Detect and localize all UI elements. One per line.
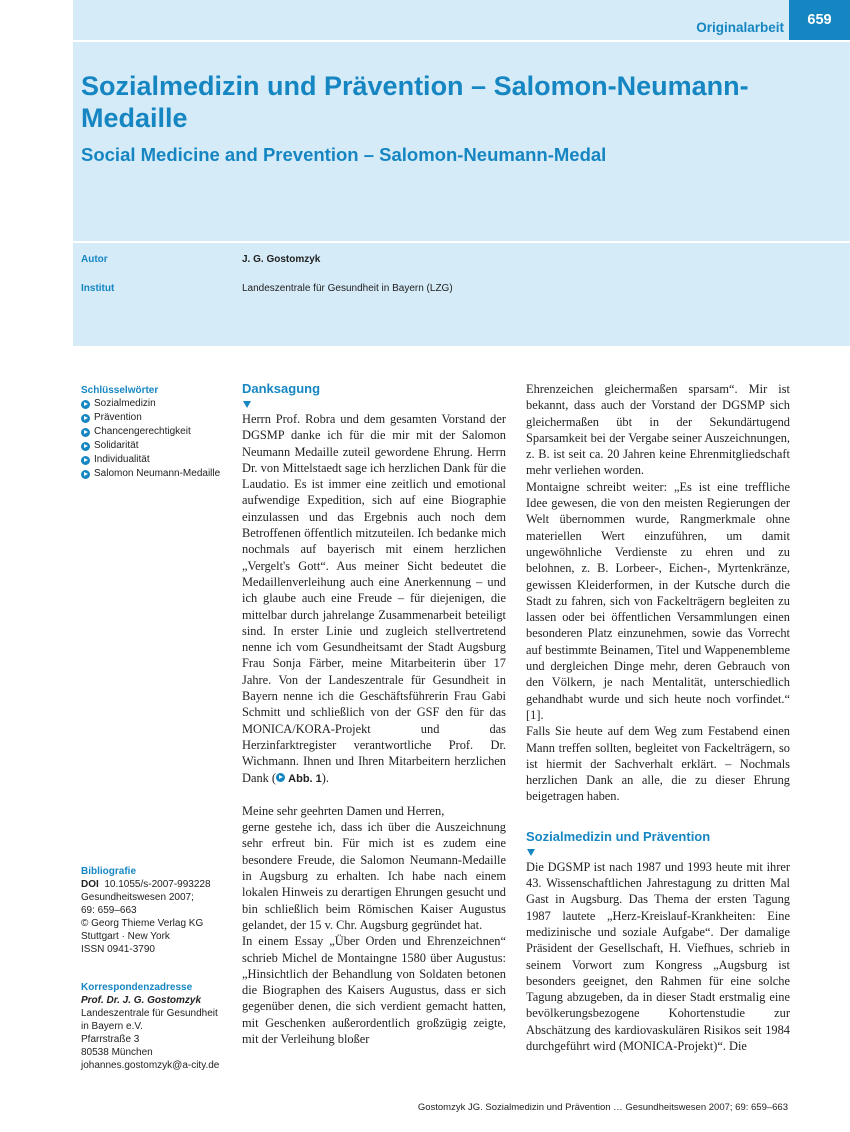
correspondence-org: in Bayern e.V. [81, 1021, 143, 1032]
arrow-bullet-icon [81, 470, 90, 479]
article-type-label: Originalarbeit [696, 20, 784, 35]
paragraph: Die DGSMP ist nach 1987 und 1993 heute mit ihrer 43. Wissenschaftlichen Jahrestagung zu dritten Mal Gast in Augsburg. Das Thema der ersten Tagung 1987 lautete „Herz-Kreislauf-Krankheiten: Eine medizinische und soziale Aufgabe“. Der damalige Präsident der Gesellschaft, H. Viefhues, schrieb in seinem Vorwort zum Kongress „Augsburg ist besonders geeignet, den Rahmen für eine solche Tagung abzugeben, da in dieser Stadt erstmalig eine bevölkerungsbezogene Kohortenstudie zur Abschätzung des kardiovaskulären Risikos seit 1984 durchgeführt wird (MONICA-Projekt)“. Die [526, 859, 790, 1053]
spacer [526, 805, 790, 829]
place-line: Stuttgart · New York [81, 931, 170, 942]
divider [73, 241, 850, 243]
keyword-item: Salomon Neumann-Medaille [81, 467, 231, 481]
keyword-item: Solidarität [81, 439, 231, 453]
keyword-item: Sozialmedizin [81, 397, 231, 411]
arrow-bullet-icon [81, 456, 90, 465]
spacer [242, 787, 506, 803]
doi-link[interactable]: 10.1055/s-2007-993228 [104, 879, 211, 890]
paragraph: Ehrenzeichen gleichermaßen sparsam“. Mir ist bekannt, dass auch der Vorstand der DGSMP sich gleichermaßen übt in der Sekundärtugend Sparsamkeit bei der Vergabe seiner Auszeichnungen, z. B. ist seit ca. 20 Jahren keine Ehrenmitgliedschaft mehr verliehen worden. [526, 382, 790, 478]
author-label: Autor [81, 254, 108, 265]
keyword-list [81, 397, 231, 481]
issn-line: ISSN 0941-3790 [81, 944, 155, 955]
keyword-item: Chancengerechtigkeit [81, 425, 231, 439]
page-footer: Gostomzyk JG. Sozialmedizin und Prävention … Gesundheitswesen 2007; 69: 659–663 [417, 1102, 788, 1113]
pages-line: 69: 659–663 [81, 905, 137, 916]
paragraph: Montaigne schreibt weiter: „Es ist eine treffliche Idee gewesen, die von den meisten Regierungen der Welt übernommen wurde, Rangmerkmale ohne materiellen Wert einzuführen, um damit ungewöhnliche Verdienste zu ehren und zu belohnen, z. B. Lorbeer-, Eichen-, Myrtenkränze, gewissen Kleiderformen, in der Kutsche durch die Stadt zu fahren, sich von Fackelträgern begleiten zu lassen oder bei öffentlichen Versammlungen einen besonderen Platz einzunehmen, sowie das Vorrecht auf bestimmte Beinamen, Titel und Wappenembleme und dergleichen Dinge mehr, deren Gebrauch von den Völkern, je nach Mentalität, unterschiedlich gehandhabt wurde und sich heute noch vorfindet.“ [1]. [526, 479, 790, 722]
body-column-right [526, 381, 790, 1054]
institute-label: Institut [81, 283, 115, 294]
body-column-left [242, 381, 506, 1047]
keyword-item: Individualität [81, 453, 231, 467]
copyright-line: © Georg Thieme Verlag KG [81, 918, 204, 929]
paragraph: In einem Essay „Über Orden und Ehrenzeichnen“ schrieb Michel de Montaingne 1580 über Augustus: „Hinsichtlich der Behandlung von Soldaten betonen die Biographen des Kaisers Augustus, dass er sich gegenüber denen, die sich verdient gemacht hatten, mit Geschenken außerordentlich großzügig zeigte, mit der Verleihung bloßer [242, 934, 506, 1046]
paragraph: gerne gestehe ich, dass ich über die Auszeichnung sehr erfreut bin. Für mich ist es zudem eine besondere Freude, die Salomon Neumann-Medaille in Augsburg zu erhalten. Ich habe nach einem lokalen Hinweis zu derartigen Ehrungen gesucht und bin schließlich beim Römischen Kaiser Augustus gelandet, der 15 v. Chr. Augsburg gegründet hat. [242, 820, 506, 932]
title-english: Social Medicine and Prevention – Salomon-Neumann-Medal [81, 144, 607, 165]
arrow-bullet-icon [81, 414, 90, 423]
bibliography-box [81, 865, 231, 956]
author-name: J. G. Gostomzyk [242, 254, 321, 265]
paragraph: Herrn Prof. Robra und dem gesamten Vorstand der DGSMP danke ich für die mir mit der Salomon Neumann Medaille zuteil gewordene Ehrung. Herrn Dr. von Mittelstaedt sage ich herzlichen Dank für die Laudatio. Es ist immer eine zeitlich und emotional aufwendige Expedition, sich auf eine Biographie einzulassen und das Ergebnis auch noch dem Betroffenen öffentlich mitzuteilen. Ich bedanke mich nochmals auf bayerisch mit einem herzlichen „Vergelt's Gott“. Aus meiner Sicht bedeutet die Medaillenverleihung auch eine Anerkennung – und ich glaube auch eine Freude – für diejenigen, die mittelbar durch jahrelange Zusammenarbeit beteiligt sind. In erster Linie und zugleich stellvertretend nenne ich vom Gesundheitsamt der Stadt Augsburg Frau Sonja Färber, meine Mitarbeiterin über 17 Jahre. Von der Landeszentrale für Gesundheit in Bayern nenne ich die Geschäftsführerin Frau Gabi Schmitt und schließlich von der GSF den für das MONICA/KORA-Projekt und das Herzinfarktregister verantwortliche Prof. Dr. Wichmann. Ihnen und Ihren Mitarbeitern herzlichen Dank ( Abb. 1). [242, 412, 506, 785]
title-german: Sozialmedizin und Prävention – Salomon-Neumann-Medaille [81, 71, 749, 133]
paragraph: Falls Sie heute auf dem Weg zum Festabend einen Mann treffen sollten, begleitet von Fackelträgern, so ist hiermit der Sachverhalt erklärt. – Nochmals herzlichen Dank an alle, die zu dieser Ehrung beigetragen haben. [526, 724, 790, 804]
down-arrow-icon [526, 845, 790, 859]
keywords-heading: Schlüsselwörter [81, 385, 159, 396]
keywords-box [81, 384, 231, 481]
institute-name: Landeszentrale für Gesundheit in Bayern (LZG) [242, 283, 453, 294]
correspondence-name: Prof. Dr. J. G. Gostomzyk [81, 995, 202, 1006]
doi-line [81, 878, 231, 891]
correspondence-heading: Korrespondenzadresse [81, 982, 193, 993]
arrow-bullet-icon [81, 400, 90, 409]
arrow-bullet-icon [276, 773, 285, 782]
section-heading: Danksagung [242, 381, 321, 396]
header-panel [73, 0, 850, 346]
header-strip [73, 0, 850, 40]
keyword-item: Prävention [81, 411, 231, 425]
journal-line: Gesundheitswesen 2007; [81, 892, 194, 903]
paragraph: Meine sehr geehrten Damen und Herren, [242, 803, 445, 818]
arrow-bullet-icon [81, 442, 90, 451]
correspondence-box [81, 981, 231, 1072]
bibliography-heading: Bibliografie [81, 866, 137, 877]
divider [73, 40, 850, 42]
arrow-bullet-icon [81, 428, 90, 437]
page-number: 659 [789, 0, 850, 40]
correspondence-street: Pfarrstraße 3 [81, 1034, 140, 1045]
figure-reference[interactable]: Abb. 1 [288, 772, 322, 785]
down-arrow-icon [242, 397, 506, 411]
section-heading: Sozialmedizin und Prävention [526, 828, 711, 844]
correspondence-city: 80538 München [81, 1047, 153, 1058]
correspondence-email[interactable]: johannes.gostomzyk@a-city.de [81, 1060, 220, 1071]
correspondence-org: Landeszentrale für Gesundheit [81, 1008, 218, 1019]
doi-label: DOI [81, 879, 99, 890]
